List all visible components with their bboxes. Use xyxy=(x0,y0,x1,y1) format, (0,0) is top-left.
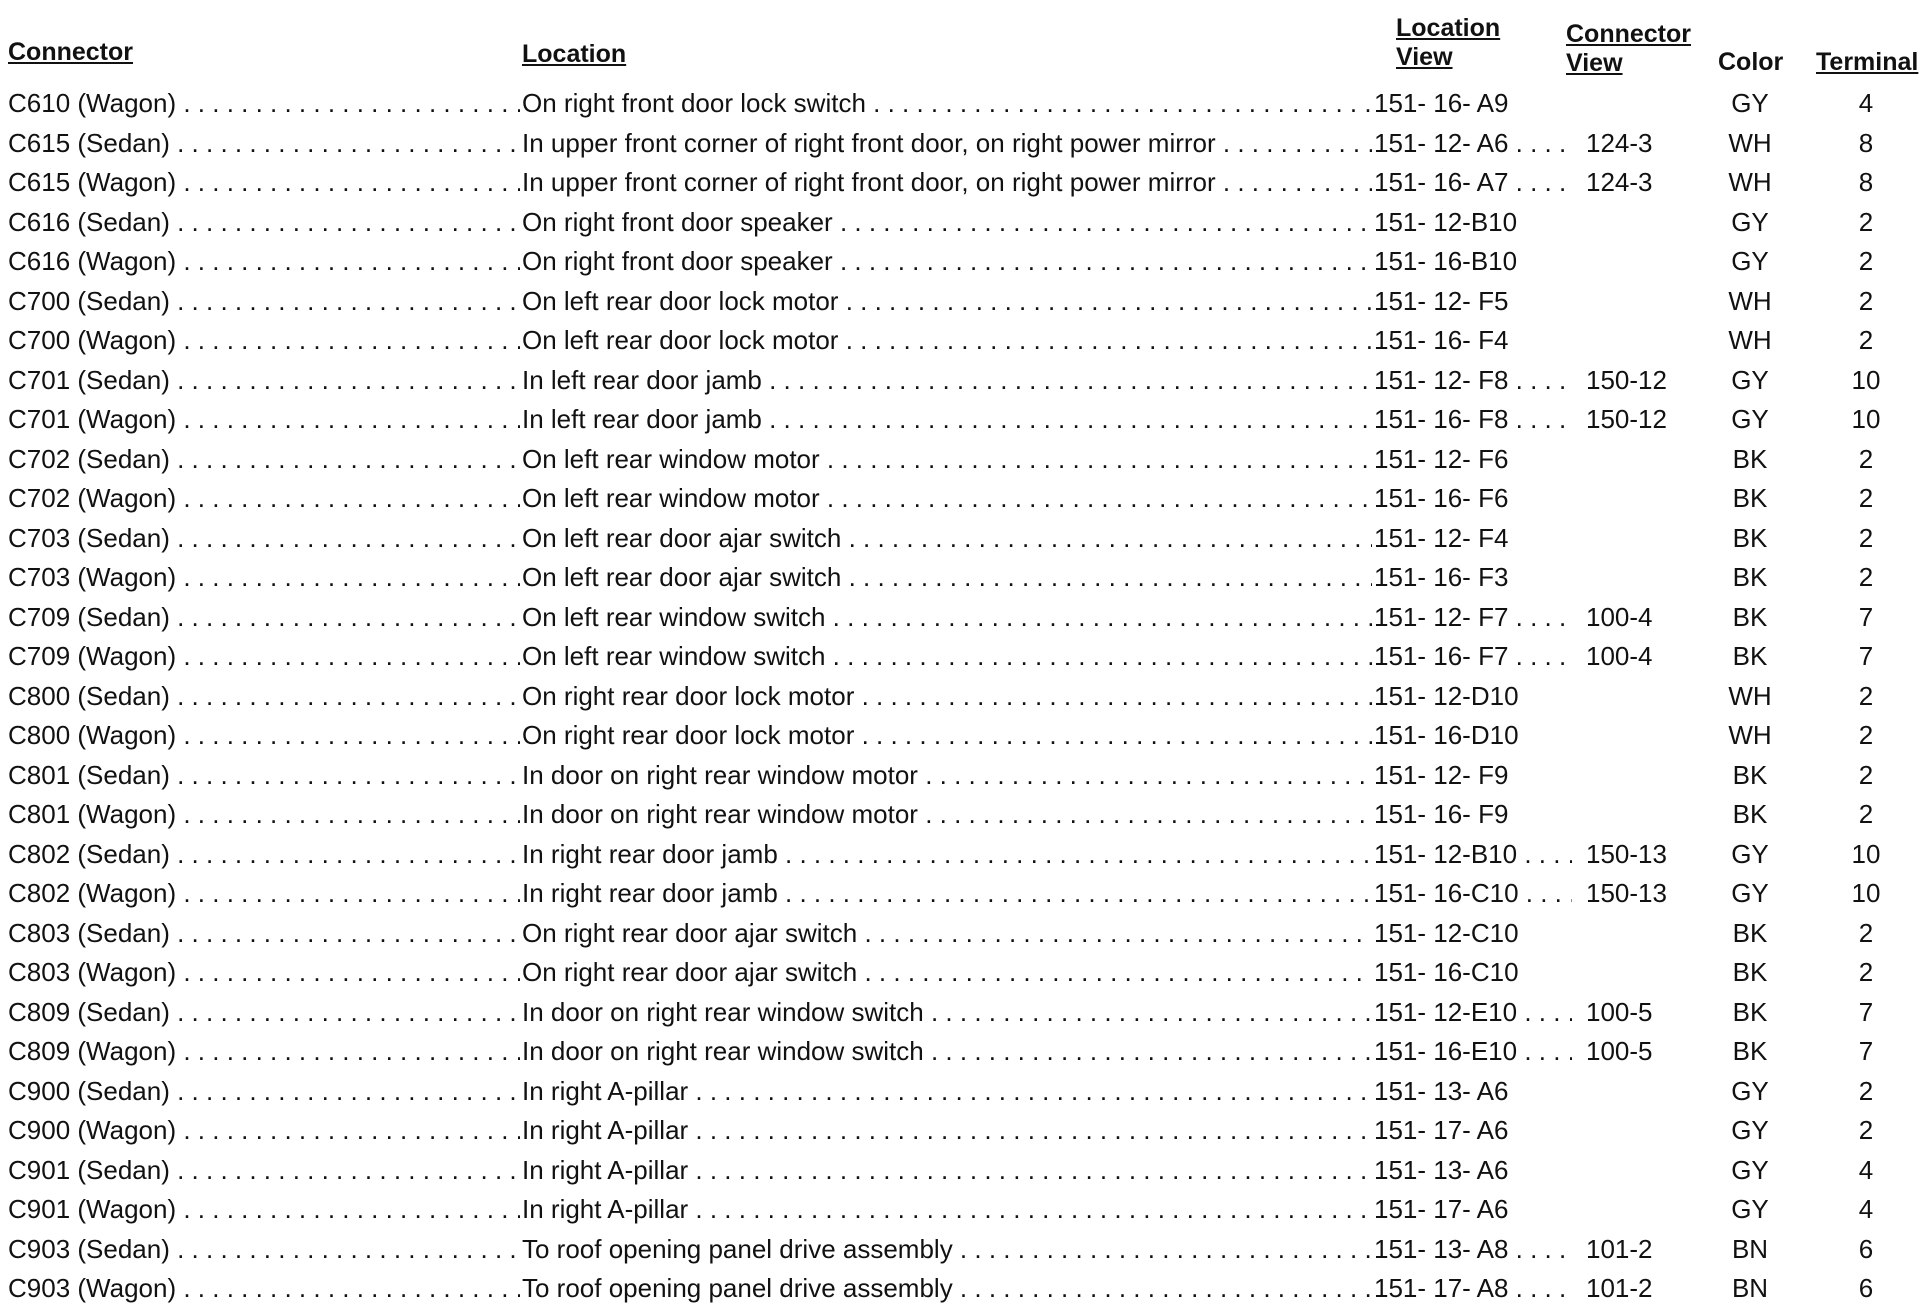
color-cell: GY xyxy=(1731,1154,1769,1185)
location-view-cell: 151- 16- F4 xyxy=(1374,325,1509,355)
location-cell: On right front door speaker . . . xyxy=(522,207,1372,237)
table-row xyxy=(0,1267,1932,1307)
location-view-cell: 151- 13- A8 . . . xyxy=(1374,1234,1572,1264)
color-cell: GY xyxy=(1731,246,1769,276)
terminal-cell: 6 xyxy=(1858,1273,1874,1303)
table-row xyxy=(0,122,1932,162)
terminal-cell: 2 xyxy=(1858,1075,1874,1106)
color-cell: WH xyxy=(1728,680,1772,711)
color-cell: WH xyxy=(1728,720,1772,750)
location-view-cell: 151- 12-D10 xyxy=(1374,680,1519,711)
connector-cell: C700 (Sedan) . . . xyxy=(8,286,520,316)
location-view-cell: 151- 12-C10 xyxy=(1374,917,1519,948)
terminal-cell: 2 xyxy=(1858,917,1874,948)
connector-cell: C900 (Wagon) . . . xyxy=(8,1115,520,1145)
header-color: Color xyxy=(1718,48,1784,76)
connector-view-cell: 100-5 xyxy=(1586,1036,1653,1066)
terminal-cell: 6 xyxy=(1858,1233,1874,1264)
location-view-cell: 151- 12-E10 . . . xyxy=(1374,997,1572,1027)
connector-cell: C701 (Wagon) . . . xyxy=(8,404,520,434)
terminal-cell: 4 xyxy=(1858,88,1874,118)
location-cell: In left rear door jamb . . . xyxy=(522,365,1372,395)
table-row xyxy=(0,438,1932,478)
location-view-cell: 151- 16-B10 xyxy=(1374,246,1518,276)
location-view-cell: 151- 12- F6 xyxy=(1374,443,1509,474)
terminal-cell: 2 xyxy=(1858,759,1874,790)
color-cell: GY xyxy=(1731,1075,1769,1106)
table-row xyxy=(0,82,1932,122)
table-row xyxy=(0,1030,1932,1070)
location-cell: In right rear door jamb . . . xyxy=(522,839,1372,869)
color-cell: WH xyxy=(1728,325,1772,355)
table-row xyxy=(0,635,1932,675)
connector-cell: C616 (Sedan) . . . xyxy=(8,207,520,237)
connector-cell: C703 (Wagon) . . . xyxy=(8,562,520,592)
location-cell: To roof opening panel drive assembly . . . xyxy=(522,1234,1372,1264)
location-view-cell: 151- 12- A6 . . . xyxy=(1374,128,1572,158)
location-cell: On right rear door lock motor . . . xyxy=(522,681,1372,711)
location-view-cell: 151- 16-D10 xyxy=(1374,720,1519,750)
connector-view-cell: 150-13 xyxy=(1586,878,1667,908)
location-view-cell: 151- 17- A6 xyxy=(1374,1194,1509,1224)
color-cell: BK xyxy=(1732,641,1768,671)
terminal-cell: 10 xyxy=(1851,838,1881,869)
connector-view-cell: 100-4 xyxy=(1586,601,1653,632)
color-cell: BK xyxy=(1732,1036,1768,1066)
location-view-cell: 151- 12- F8 . . . xyxy=(1374,365,1572,395)
connector-cell: C900 (Sedan) . . . xyxy=(8,1076,520,1106)
location-view-cell: 151- 16- F9 xyxy=(1374,799,1509,829)
terminal-cell: 2 xyxy=(1858,680,1874,711)
terminal-cell: 2 xyxy=(1858,1115,1874,1145)
connector-cell: C800 (Sedan) . . . xyxy=(8,681,520,711)
location-cell: In upper front corner of right front door, on right power mirror . . . xyxy=(522,167,1372,197)
location-cell: On right rear door ajar switch . . . xyxy=(522,957,1372,987)
header-location: Location xyxy=(522,40,627,68)
terminal-cell: 4 xyxy=(1858,1154,1874,1185)
location-cell: In upper front corner of right front door, on right power mirror . . . xyxy=(522,128,1372,158)
location-view-cell: 151- 12- F5 xyxy=(1374,285,1509,316)
location-cell: In right A-pillar . . . xyxy=(522,1194,1372,1224)
table-row xyxy=(0,477,1932,517)
table-row xyxy=(0,675,1932,715)
location-cell: On right rear door lock motor . . . xyxy=(522,720,1372,750)
location-view-cell: 151- 17- A6 xyxy=(1374,1115,1509,1145)
color-cell: WH xyxy=(1728,167,1772,197)
connector-cell: C615 (Sedan) . . . xyxy=(8,128,520,158)
color-cell: BK xyxy=(1732,957,1768,987)
header-location-view-line1: Location xyxy=(1396,14,1501,42)
header-location-view-line2: View xyxy=(1396,43,1453,71)
terminal-cell: 7 xyxy=(1858,996,1874,1027)
terminal-cell: 2 xyxy=(1858,206,1874,237)
table-row xyxy=(0,398,1932,438)
connector-cell: C803 (Wagon) . . . xyxy=(8,957,520,987)
header-location-view xyxy=(1396,14,1566,72)
connector-cell: C703 (Sedan) . . . xyxy=(8,523,520,553)
connector-cell: C702 (Wagon) . . . xyxy=(8,483,520,513)
connector-cell: C903 (Sedan) . . . xyxy=(8,1234,520,1264)
table-row xyxy=(0,201,1932,241)
connector-cell: C615 (Wagon) . . . xyxy=(8,167,520,197)
connector-view-cell: 150-12 xyxy=(1586,364,1667,395)
terminal-cell: 4 xyxy=(1858,1194,1874,1224)
connector-view-cell: 150-13 xyxy=(1586,838,1667,869)
color-cell: BK xyxy=(1732,917,1768,948)
connector-cell: C701 (Sedan) . . . xyxy=(8,365,520,395)
terminal-cell: 2 xyxy=(1858,285,1874,316)
terminal-cell: 7 xyxy=(1858,1036,1874,1066)
table-row xyxy=(0,319,1932,359)
terminal-cell: 7 xyxy=(1858,641,1874,671)
location-cell: On left rear door ajar switch . . . xyxy=(522,523,1372,553)
table-row xyxy=(0,833,1932,873)
color-cell: GY xyxy=(1731,364,1769,395)
table-row xyxy=(0,872,1932,912)
table-row xyxy=(0,951,1932,991)
table-row xyxy=(0,280,1932,320)
color-cell: BK xyxy=(1732,483,1768,513)
table-row xyxy=(0,991,1932,1031)
header-terminal: Terminal xyxy=(1816,48,1919,76)
location-cell: On left rear door ajar switch . . . xyxy=(522,562,1372,592)
terminal-cell: 2 xyxy=(1858,562,1874,592)
color-cell: BK xyxy=(1732,562,1768,592)
connector-view-cell: 124-3 xyxy=(1586,127,1653,158)
location-cell: In right rear door jamb . . . xyxy=(522,878,1372,908)
connector-cell: C803 (Sedan) . . . xyxy=(8,918,520,948)
location-cell: On right front door lock switch . . . xyxy=(522,88,1372,118)
table-row xyxy=(0,161,1932,201)
terminal-cell: 2 xyxy=(1858,246,1874,276)
color-cell: GY xyxy=(1731,1115,1769,1145)
location-view-cell: 151- 16-C10 . . . xyxy=(1374,878,1572,908)
terminal-cell: 10 xyxy=(1851,878,1881,908)
color-cell: WH xyxy=(1728,285,1772,316)
location-cell: On left rear door lock motor . . . xyxy=(522,325,1372,355)
color-cell: BK xyxy=(1732,522,1768,553)
connector-cell: C801 (Wagon) . . . xyxy=(8,799,520,829)
connector-cell: C802 (Wagon) . . . xyxy=(8,878,520,908)
location-cell: In door on right rear window motor . . . xyxy=(522,760,1372,790)
table-row xyxy=(0,912,1932,952)
table-row xyxy=(0,556,1932,596)
location-view-cell: 151- 16- A9 xyxy=(1374,88,1509,118)
table-row xyxy=(0,240,1932,280)
location-view-cell: 151- 12- F7 . . . xyxy=(1374,602,1572,632)
header-connector-view-line2: View xyxy=(1566,49,1623,77)
connector-cell: C901 (Wagon) . . . xyxy=(8,1194,520,1224)
table-row xyxy=(0,793,1932,833)
connector-cell: C709 (Wagon) . . . xyxy=(8,641,520,671)
terminal-cell: 2 xyxy=(1858,957,1874,987)
connector-cell: C802 (Sedan) . . . xyxy=(8,839,520,869)
color-cell: BN xyxy=(1731,1233,1769,1264)
connector-cell: C709 (Sedan) . . . xyxy=(8,602,520,632)
table-row xyxy=(0,1109,1932,1149)
connector-view-cell: 100-5 xyxy=(1586,996,1653,1027)
connector-cell: C809 (Sedan) . . . xyxy=(8,997,520,1027)
terminal-cell: 8 xyxy=(1858,127,1874,158)
terminal-cell: 10 xyxy=(1851,404,1881,434)
color-cell: WH xyxy=(1728,127,1772,158)
terminal-cell: 2 xyxy=(1858,443,1874,474)
location-cell: In right A-pillar . . . xyxy=(522,1155,1372,1185)
color-cell: GY xyxy=(1731,88,1769,118)
location-view-cell: 151- 13- A6 xyxy=(1374,1075,1509,1106)
location-view-cell: 151- 12- F9 xyxy=(1374,759,1509,790)
table-row xyxy=(0,1149,1932,1189)
location-cell: In right A-pillar . . . xyxy=(522,1115,1372,1145)
color-cell: BK xyxy=(1732,759,1768,790)
location-cell: On right front door speaker . . . xyxy=(522,246,1372,276)
connector-cell: C702 (Sedan) . . . xyxy=(8,444,520,474)
location-view-cell: 151- 16- F3 xyxy=(1374,562,1509,592)
location-view-cell: 151- 16-C10 xyxy=(1374,957,1519,987)
connector-view-cell: 101-2 xyxy=(1586,1273,1653,1303)
location-cell: On left rear window switch . . . xyxy=(522,641,1372,671)
connector-cell: C616 (Wagon) . . . xyxy=(8,246,520,276)
connector-view-cell: 124-3 xyxy=(1586,167,1653,197)
location-view-cell: 151- 12-B10 xyxy=(1374,206,1518,237)
location-cell: In door on right rear window switch . . . xyxy=(522,1036,1372,1066)
table-row xyxy=(0,714,1932,754)
location-view-cell: 151- 16- A7 . . . xyxy=(1374,167,1572,197)
color-cell: GY xyxy=(1731,838,1769,869)
color-cell: BK xyxy=(1732,799,1768,829)
location-cell: On left rear window motor . . . xyxy=(522,444,1372,474)
location-cell: In door on right rear window motor . . . xyxy=(522,799,1372,829)
terminal-cell: 2 xyxy=(1858,325,1874,355)
location-view-cell: 151- 12- F4 xyxy=(1374,522,1509,553)
terminal-cell: 2 xyxy=(1858,799,1874,829)
location-view-cell: 151- 17- A8 . . . xyxy=(1374,1273,1572,1303)
location-cell: On left rear window switch . . . xyxy=(522,602,1372,632)
color-cell: GY xyxy=(1731,878,1769,908)
table-row xyxy=(0,517,1932,557)
table-row xyxy=(0,1228,1932,1268)
header-connector-view-line1: Connector xyxy=(1566,20,1691,48)
location-cell: In right A-pillar . . . xyxy=(522,1076,1372,1106)
color-cell: GY xyxy=(1731,1194,1769,1224)
table-row xyxy=(0,1188,1932,1228)
connector-cell: C800 (Wagon) . . . xyxy=(8,720,520,750)
location-view-cell: 151- 12-B10 . . . xyxy=(1374,839,1572,869)
terminal-cell: 2 xyxy=(1858,483,1874,513)
color-cell: GY xyxy=(1731,206,1769,237)
location-cell: In left rear door jamb . . . xyxy=(522,404,1372,434)
table-row xyxy=(0,754,1932,794)
connector-view-cell: 150-12 xyxy=(1586,404,1667,434)
table-row xyxy=(0,596,1932,636)
connector-view-cell: 100-4 xyxy=(1586,641,1653,671)
terminal-cell: 2 xyxy=(1858,522,1874,553)
color-cell: BK xyxy=(1732,601,1768,632)
header-connector: Connector xyxy=(8,38,133,66)
table-row xyxy=(0,359,1932,399)
connector-cell: C801 (Sedan) . . . xyxy=(8,760,520,790)
location-cell: On left rear door lock motor . . . xyxy=(522,286,1372,316)
connector-cell: C700 (Wagon) . . . xyxy=(8,325,520,355)
connector-cell: C610 (Wagon) . . . xyxy=(8,88,520,118)
terminal-cell: 10 xyxy=(1851,364,1881,395)
color-cell: BK xyxy=(1732,996,1768,1027)
color-cell: BK xyxy=(1732,443,1768,474)
connector-view-cell: 101-2 xyxy=(1586,1233,1653,1264)
color-cell: BN xyxy=(1731,1273,1769,1303)
connector-cell: C809 (Wagon) . . . xyxy=(8,1036,520,1066)
table-row xyxy=(0,1070,1932,1110)
location-view-cell: 151- 16- F8 . . . xyxy=(1374,404,1572,434)
terminal-cell: 7 xyxy=(1858,601,1874,632)
location-cell: In door on right rear window switch . . . xyxy=(522,997,1372,1027)
location-view-cell: 151- 16- F6 xyxy=(1374,483,1509,513)
header-connector-view xyxy=(1566,20,1736,78)
location-cell: To roof opening panel drive assembly . . . xyxy=(522,1273,1372,1303)
location-cell: On right rear door ajar switch . . . xyxy=(522,918,1372,948)
connector-cell: C903 (Wagon) . . . xyxy=(8,1273,520,1303)
location-view-cell: 151- 16- F7 . . . xyxy=(1374,641,1572,671)
color-cell: GY xyxy=(1731,404,1769,434)
location-cell: On left rear window motor . . . xyxy=(522,483,1372,513)
location-view-cell: 151- 13- A6 xyxy=(1374,1154,1509,1185)
terminal-cell: 2 xyxy=(1858,720,1874,750)
location-view-cell: 151- 16-E10 . . . xyxy=(1374,1036,1572,1066)
terminal-cell: 8 xyxy=(1858,167,1874,197)
connector-cell: C901 (Sedan) . . . xyxy=(8,1155,520,1185)
